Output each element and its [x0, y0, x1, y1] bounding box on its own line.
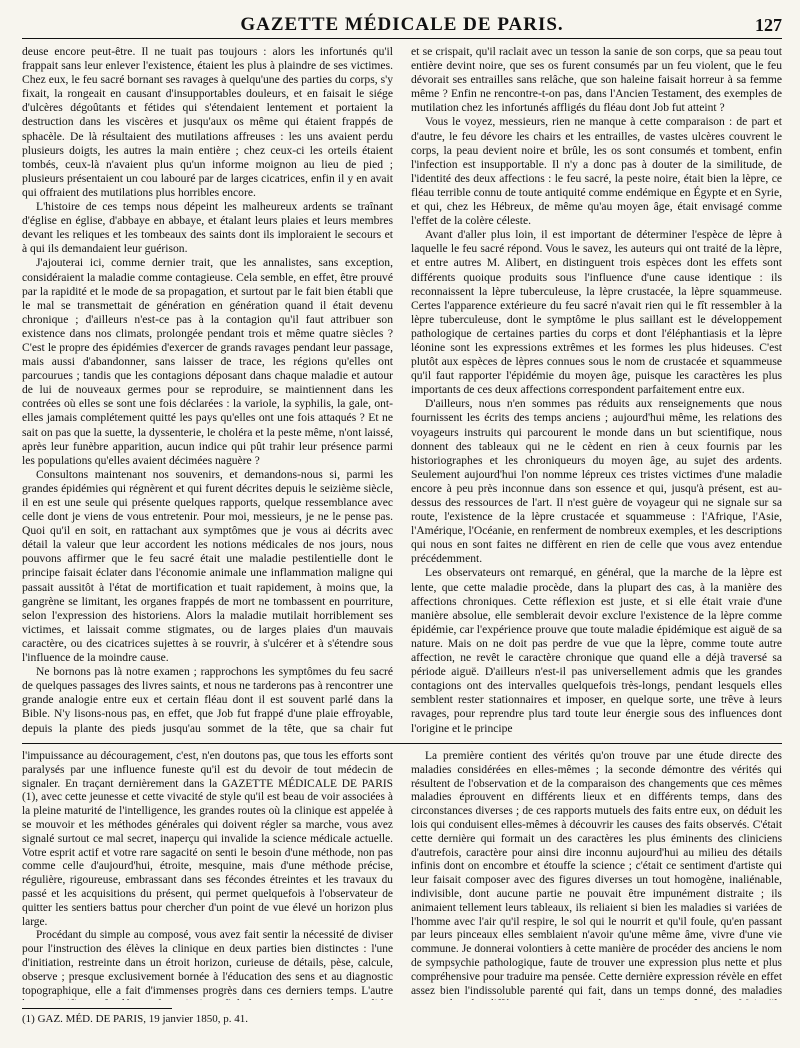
paragraph: l'impuissance au découragement, c'est, n'en doutons pas, que tous les efforts sont paralysés par une influence funeste qu'il est du devoir de tout médecin de signaler. En traçant dernièrement dans la GAZETTE MÉDICALE DE PARIS (1), avec cette jeunesse et cette vivacité de style qu'il est beau de voir associées à la pleine maturité de l'intelligence, les grandes routes où la clinique est appelée à se mouvoir et les méthodes générales qui doivent régler sa marche, vous avez signalé surtout ce mal secret, inaperçu qui invalide la science médicale actuelle. Votre esprit actif et votre rare sagacité on senti le besoin d'une méthode, non pas comme celle d'aujourd'hui, étroite, mesquine, mais d'une méthode précise, régulière, rigoureuse, embrassant dans ses fécondes étreintes et les travaux du passé et les acquisitions du présent, qui permet quelquefois à l'observateur de quitter les sentiers battus pour chercher d'un point de vue élevé un horizon plus large. [22, 750, 393, 928]
paragraph: Consultons maintenant nos souvenirs, et demandons-nous si, parmi les grandes épidémies qui régnèrent et qui furent décrites depuis le seizième siècle, il en est une seule qui présente quelques rapports, quelque ressemblance avec celle dont je viens de vous entretenir. Pour moi, messieurs, je ne le pense pas. Quoi qu'il en soit, en rattachant aux symptômes que je vous ai décrits avec détail la valeur que leur accordent les notions médicales de nos jours, nous pouvons affirmer que le feu sacré était une maladie pestilentielle dont le principe faisait éclater dans l'économie animale une inflammation maligne qui passait aussitôt à l'état de mortification et tuait rapidement, à moins que, la gangrène se limitant, les organes frappés de mort ne tombassent en pourriture, selon l'expression des historiens. Alors la maladie mutilait horriblement ses victimes, et laissait comme stigmates, ou de larges plaies d'un mauvais caractère, ou des cicatrices sujettes à se rouvrir, à s'ulcérer et à s'étendre sous l'influence de la moindre cause. [22, 467, 393, 665]
upper-article [22, 45, 782, 735]
paragraph: Procédant du simple au composé, vous avez fait sentir la nécessité de diviser pour l'instruction des élèves la clinique en deux parties bien distinctes : l'une d'initiation, restreinte dans un étroit horizon, curieuse de détails, pèse, calcule, observe ; presque exclusivement bornée à l'éducation des sens et au diagnostic topographique, elle a fait d'immenses progrès dans ces derniers temps. L'autre [22, 929, 393, 997]
paragraph: Les observateurs ont remarqué, en général, que la marche de la lèpre est lente, que cette maladie procède, dans la plupart des cas, à la manière des affections chroniques. Cette réflexion est juste, et si elle était vraie d'une manière absolue, elle semblerait devoir exclure l'existence de la lèpre comme épidémie, car l'expérience prouve que toute maladie épidémique est aiguë de sa nature. Mais on ne doit pas perdre de vue que la lèpre, comme toute autre affection, ne revêt le caractère chronique que quand elle a déjà traversé sa période aiguë. D'ailleurs n'est-il pas universellement admis que les grandes contagions ont des intervalles quelquefois très-longs, pendant lesquels elles semblent rester stationnaires et imposer, en quelque sorte, une trêve à leurs ravages, pour reprendre plus tard toute leur énergie sous des influences dont l'origine et le principe [411, 566, 782, 735]
paragraph: La première contient des vérités qu'on trouve par une étude directe des maladies considérées en elles-mêmes ; la seconde démontre des vérités qui résultent de l'observation et de la comparaison des changements que ces mêmes maladies éprouvent en différents lieux et en différents temps, dans des circonstances diverses ; de ces rapports mutuels des faits entre eux, on déduit les lois qui conduisent elles-mêmes à découvrir les causes des faits observés. C'était cette dernière qui formait un des caractères les plus éminents des cliniciens d'autrefois, caractère pour ainsi dire inconnu aujourd'hui au milieu des détails infinis dont on encombre et étouffe la science ; c'était ce sentiment d'artiste qui leur faisait composer avec des figures diverses un tout homogène, inaliénable, indivisible, dont aucune partie ne pouvait être impunément distraite ; ils animaient tellement leurs tableaux, ils reliaient si bien les maladies si variées de l'homme avec l'air qu'il respire, le sol qui le nourrit et qu'il foule, qu'en passant par leurs pinceaux elles semblaient n'avoir qu'une même âme, vivre d'une vie commune. Je donnerai volontiers à cette manière de procéder des anciens le nom de sympsychie pathologique, faute de trouver une expression plus nette et plus compréhensive pour traduire ma pensée. Cette dernière expression révèle en effet assez bien l'indissoluble parenté qui fait, dans un temps donné, des maladies [411, 750, 782, 997]
lower-article [22, 750, 782, 1000]
paragraph: D'ailleurs, nous n'en sommes pas réduits aux renseignements que nous fournissent les écrits des temps anciens ; aujourd'hui même, les relations des voyageurs instruits qui parcourent le monde dans un but scientifique, nous donnent des tableaux qui ne le cèdent en rien à ceux fournis par les historiographes et les chroniqueurs du moyen âge, au sujet des ardents. Seulement aujourd'hui l'on nomme lépreux ces tristes victimes d'une maladie encore à peu près inconnue dans son essence et qui, jusqu'à présent, est au-dessus des ressources de l'art. Il n'est guère de voyageur qui ne signale sur sa route, l'existence de la lèpre crustacée et squammeuse : l'Afrique, l'Asie, l'Amérique, l'Océanie, en renferment de nombreux exemples, et les descriptions qui nous en sont faites ne diffèrent en rien de celle que vous avez entendue précédemment. [411, 397, 782, 566]
paragraph: L'histoire de ces temps nous dépeint les malheureux ardents se traînant d'église en église, d'abbaye en abbaye, et étalant leurs plaies et leurs membres devant les reliques et les tombeaux des saints dont ils imploraient le secours et à qui ils demandaient leur guérison. [22, 200, 393, 256]
footnote-divider [22, 1008, 172, 1009]
page-number: 127 [755, 15, 782, 35]
paragraph: Vous le voyez, messieurs, rien ne manque à cette comparaison : de part et d'autre, le feu dévore les chairs et les entrailles, de vastes ulcères couvrent le corps, la peau devient noire et brûle, les os sont consumés et tombent, enfin l'infection est insupportable. Il n'y a donc pas à douter de la similitude, de l'identité des deux affections : le feu sacré, la peste noire, était bien la lèpre, ce fléau terrible connu de toute antiquité comme endémique en Égypte et en Syrie, et qui, chez les Hébreux, de même qu'au moyen âge, était envisagé comme l'effet de la colère céleste. [411, 115, 782, 228]
lower-left-column [22, 750, 393, 1000]
upper-left-column [22, 45, 393, 735]
paragraph: J'ajouterai ici, comme dernier trait, que les annalistes, sans exception, considéraient la maladie comme contagieuse. Cela semble, en effet, être prouvé par la rapidité et le mode de sa propagation, et surtout par le fait bien établi que le mal se transmettait de génération en génération quand il était devenu chronique ; d'ailleurs n'est-ce pas à la contagion qu'il faut attribuer son existence dans nos climats, prolongée pendant trois et même quatre siècles ? C'est le propre des épidémies d'exercer de grands ravages pendant leur passage, mais aussi d'abandonner, sans laisser de trace, les régions qu'elles ont parcourues ; tandis que les contagions déposant dans chaque maladie et autour de lui de nouveaux germes pour se reproduire, se maintiennent dans les contrées où elles se sont une fois déclarées : la variole, la syphilis, la gale, ont-elles jamais complétement quitté les pays qu'elles ont une fois attaqués ? Et ne sait on pas que la suette, la dyssenterie, le choléra et la peste même, n'ont laissé, après leur funèbre apparition, aucun indice qui pût trahir leur présence parmi les populations qu'elles avaient décimées naguère ? [22, 256, 393, 467]
page-header [22, 8, 782, 39]
paragraph: et se crispait, qu'il raclait avec un tesson la sanie de son corps, que sa peau tout entière devint noire, que ses os furent consumés par un feu violent, que le feu dévorait ses entrailles sans relâche, que son haleine faisait horreur à sa femme même ? Enfin ne rencontre-t-on pas, dans l'Ancien Testament, des exemples de mutilation chez les infortunés affligés du fléau dont Job fut atteint ? [411, 45, 782, 115]
running-title: GAZETTE MÉDICALE DE PARIS. [240, 14, 564, 35]
lower-right-column [411, 750, 782, 1000]
footnote: (1) GAZ. MÉD. DE PARIS, 19 janvier 1850, p. 41. [22, 1013, 248, 1025]
paragraph: Avant d'aller plus loin, il est important de déterminer l'espèce de lèpre à laquelle le feu sacré répond. Vous le savez, les auteurs qui ont traité de la lèpre, et entre autres M. Alibert, en distinguent trois espèces dont les effets sont différents quoique produits sous l'influence d'une cause identique : ils reconnaissent la lèpre tuberculeuse, la lèpre crustacée, la lèpre squammeuse. Certes l'apparence extérieure du feu sacré n'avait rien qui le fît ressembler à la lèpre tuberculeuse, dont le symptôme le plus saillant est le développement pathologique de certaines parties du corps et dont l'éléphantiasis et la lèpre léonine sont les expressions extrêmes et les formes les plus hideuses. C'est plutôt aux espèces de lèpres connues sous le nom de crustacée et squammeuse qu'il faut rapporter l'épidémie du moyen âge, puisque les caractères les plus importants de ces deux affections correspondent parfaitement entre eux. [411, 228, 782, 397]
upper-right-column [411, 45, 782, 735]
paragraph: deuse encore peut-être. Il ne tuait pas toujours : alors les infortunés qu'il frappait sans leur enlever l'existence, étaient les plus à plaindre de ses victimes. Chez eux, le feu sacré bornant ses ravages à quelqu'une des parties du corps, s'y fixait, la rongeait en causant d'insupportables douleurs, et en faisait le siége d'ulcères dégoûtants et fétides qui s'étendaient lentement et portaient la destruction dans les viscères et jusqu'aux os même qui étaient frappés de sphacèle. De là résultaient des mutilations affreuses : les uns avaient perdu plusieurs doigts, les autres la main entière ; chez ceux-ci les orteils étaient tombés, ceux-là n'avaient plus qu'un informe moignon au lieu de pied ; plusieurs présentaient un cou labouré par de larges cicatrices, enfin il y en avait qui offraient des mutilations plus horribles encore. [22, 45, 393, 199]
section-divider [22, 743, 782, 744]
paragraph: Ne bornons pas là notre examen ; rapprochons les symptômes du feu sacré de quelques passages des livres saints, et nous ne tarderons pas à rencontrer une grande analogie entre eux et certain fléau dont il est souvent parlé dans la Bible. N'y lisons-nous pas, en effet, que Job fut frappé d'une plaie effroyable, depuis la plante des pieds jusqu'au sommet de la tête, que sa chair fut [22, 665, 393, 735]
